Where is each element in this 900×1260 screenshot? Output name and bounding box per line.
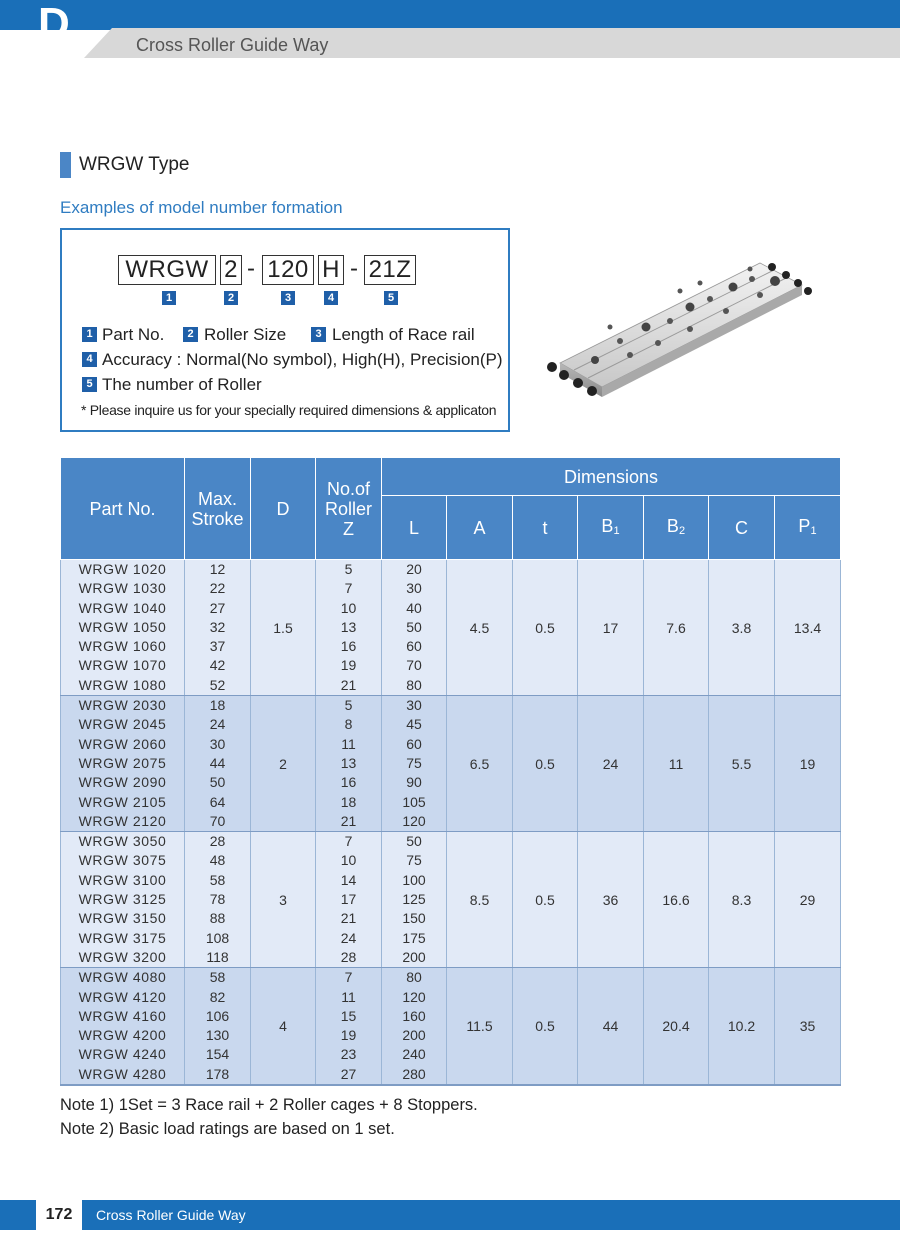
cell-b1: 24 xyxy=(578,696,644,832)
table-row xyxy=(61,968,841,1085)
cell-d: 1.5 xyxy=(251,560,316,696)
cell-t: 0.5 xyxy=(513,968,578,1085)
legend-num-5: 5 xyxy=(82,377,97,392)
col-header-dimensions: Dimensions xyxy=(382,458,841,496)
col-header-b1 xyxy=(578,496,644,560)
col-header-d: D xyxy=(251,458,316,560)
cell-no-of-roller: 7 11 15 19 23 27 xyxy=(316,968,382,1085)
cell-l: 50 75 100 125 150 175 200 xyxy=(382,832,447,968)
cell-t: 0.5 xyxy=(513,560,578,696)
cell-p1: 13.4 xyxy=(775,560,841,696)
cell-d: 4 xyxy=(251,968,316,1085)
col-header-b1-base: B xyxy=(601,516,614,536)
col-header-b1-sub: 1 xyxy=(613,525,620,537)
col-header-no-of-roller: No.of Roller Z xyxy=(316,458,382,560)
cell-part-no: WRGW 1020 WRGW 1030 WRGW 1040 WRGW 1050 WRGW 1060 WRGW 1070 WRGW 1080 xyxy=(61,560,185,696)
col-header-c: C xyxy=(709,496,775,560)
table-row xyxy=(61,696,841,832)
model-code-accuracy: H xyxy=(318,255,344,285)
header-grey-band xyxy=(0,0,900,60)
legend-num-3: 3 xyxy=(311,327,326,342)
model-number-box xyxy=(60,228,510,432)
legend-num-4: 4 xyxy=(82,352,97,367)
cell-c: 5.5 xyxy=(709,696,775,832)
cell-part-no: WRGW 3050 WRGW 3075 WRGW 3100 WRGW 3125 WRGW 3150 WRGW 3175 WRGW 3200 xyxy=(61,832,185,968)
cell-p1: 19 xyxy=(775,696,841,832)
cell-part-no: WRGW 2030 WRGW 2045 WRGW 2060 WRGW 2075 WRGW 2090 WRGW 2105 WRGW 2120 xyxy=(61,696,185,832)
cell-b2: 16.6 xyxy=(644,832,709,968)
marker-5: 5 xyxy=(384,291,398,305)
table-row xyxy=(61,560,841,696)
section-title-bar xyxy=(60,152,71,178)
cell-c: 8.3 xyxy=(709,832,775,968)
marker-2: 2 xyxy=(224,291,238,305)
model-code-dash: - xyxy=(247,255,255,282)
marker-4: 4 xyxy=(324,291,338,305)
cell-c: 10.2 xyxy=(709,968,775,1085)
cell-b1: 17 xyxy=(578,560,644,696)
model-code-roller-size: 2 xyxy=(220,255,242,285)
cell-b2: 11 xyxy=(644,696,709,832)
col-header-p1 xyxy=(775,496,841,560)
section-title: WRGW Type xyxy=(79,154,190,175)
table-group-3 xyxy=(61,832,841,968)
col-header-p1-sub: 1 xyxy=(810,525,817,537)
marker-1: 1 xyxy=(162,291,176,305)
legend-text-1: Part No. xyxy=(102,325,165,344)
cell-c: 3.8 xyxy=(709,560,775,696)
cell-t: 0.5 xyxy=(513,696,578,832)
cell-p1: 35 xyxy=(775,968,841,1085)
model-code-rollers: 21Z xyxy=(364,255,416,285)
footer-title: Cross Roller Guide Way xyxy=(96,1207,246,1223)
cell-p1: 29 xyxy=(775,832,841,968)
cell-part-no: WRGW 4080 WRGW 4120 WRGW 4160 WRGW 4200 WRGW 4240 WRGW 4280 xyxy=(61,968,185,1085)
cell-t: 0.5 xyxy=(513,832,578,968)
marker-3: 3 xyxy=(281,291,295,305)
col-header-l: L xyxy=(382,496,447,560)
cell-a: 4.5 xyxy=(447,560,513,696)
col-header-b2 xyxy=(644,496,709,560)
chapter-letter: D xyxy=(38,0,70,48)
model-code-part-no: WRGW xyxy=(118,255,216,285)
note-2: Note 2) Basic load ratings are based on 1 set. xyxy=(60,1120,395,1138)
cell-b2: 20.4 xyxy=(644,968,709,1085)
cell-b2: 7.6 xyxy=(644,560,709,696)
cell-a: 6.5 xyxy=(447,696,513,832)
legend-num-2: 2 xyxy=(183,327,198,342)
product-image xyxy=(540,255,820,405)
cell-l: 30 45 60 75 90 105 120 xyxy=(382,696,447,832)
col-header-max-stroke: Max. Stroke xyxy=(185,458,251,560)
legend-num-1: 1 xyxy=(82,327,97,342)
col-header-b2-sub: 2 xyxy=(678,525,686,537)
note-1: Note 1) 1Set = 3 Race rail + 2 Roller cages + 8 Stoppers. xyxy=(60,1096,478,1114)
examples-title: Examples of model number formation xyxy=(60,198,343,217)
cell-a: 11.5 xyxy=(447,968,513,1085)
cell-no-of-roller: 5 7 10 13 16 19 21 xyxy=(316,560,382,696)
col-header-t: t xyxy=(513,496,578,560)
cell-max-stroke: 28 48 58 78 88 108 118 xyxy=(185,832,251,968)
cell-l: 20 30 40 50 60 70 80 xyxy=(382,560,447,696)
col-header-p1-base: P xyxy=(798,516,811,536)
legend-text-2: Roller Size xyxy=(204,325,287,344)
col-header-part-no: Part No. xyxy=(61,458,185,560)
cell-d: 2 xyxy=(251,696,316,832)
cell-b1: 36 xyxy=(578,832,644,968)
legend-text-3: Length of Race rail xyxy=(332,325,475,344)
col-header-a: A xyxy=(447,496,513,560)
legend-text-4: Accuracy : Normal(No symbol), High(H), Precision(P) xyxy=(102,350,503,369)
model-code-length: 120 xyxy=(262,255,314,285)
cell-b1: 44 xyxy=(578,968,644,1085)
cell-no-of-roller: 7 10 14 17 21 24 28 xyxy=(316,832,382,968)
cell-no-of-roller: 5 8 11 13 16 18 21 xyxy=(316,696,382,832)
model-code-dash: - xyxy=(350,255,358,282)
table-row xyxy=(61,832,841,968)
table-group-2 xyxy=(61,696,841,832)
header-title: Cross Roller Guide Way xyxy=(136,35,329,55)
legend-text-5: The number of Roller xyxy=(102,375,262,394)
cell-max-stroke: 58 82 106 130 154 178 xyxy=(185,968,251,1085)
cell-a: 8.5 xyxy=(447,832,513,968)
cell-l: 80 120 160 200 240 280 xyxy=(382,968,447,1085)
table-group-4 xyxy=(61,968,841,1085)
cell-d: 3 xyxy=(251,832,316,968)
col-header-b2-base: B xyxy=(666,516,679,536)
cell-max-stroke: 12 22 27 32 37 42 52 xyxy=(185,560,251,696)
page-number: 172 xyxy=(45,1206,73,1223)
spec-table xyxy=(60,457,841,1086)
table-group-1 xyxy=(61,560,841,696)
cell-max-stroke: 18 24 30 44 50 64 70 xyxy=(185,696,251,832)
model-note: * Please inquire us for your specially required dimensions & applicaton xyxy=(81,402,497,418)
